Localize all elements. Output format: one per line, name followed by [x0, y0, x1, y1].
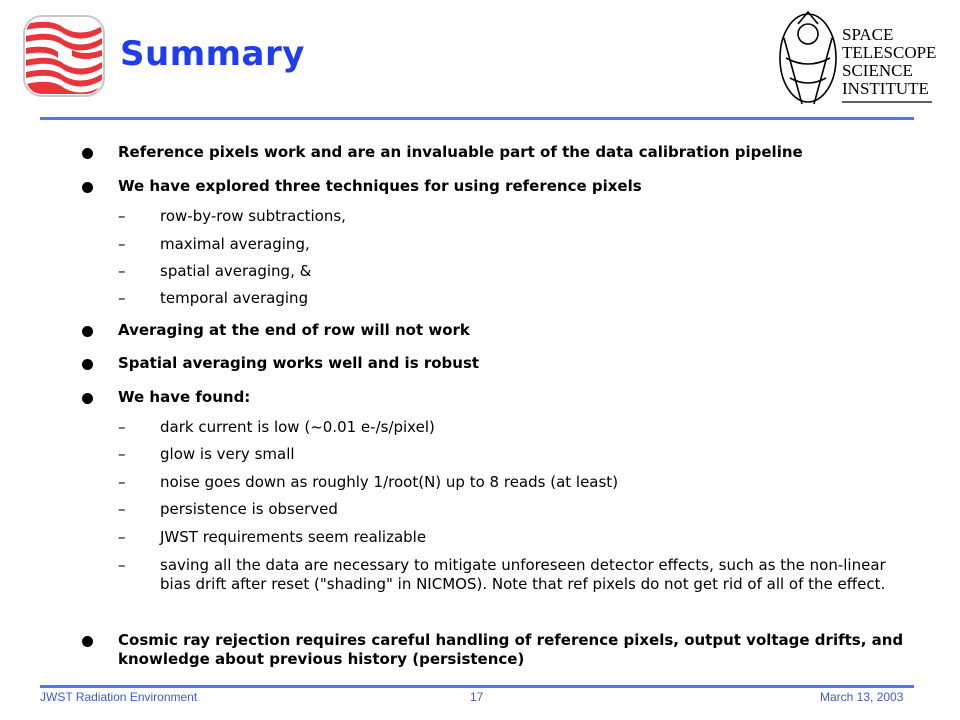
bullet-text: Spatial averaging works well and is robust: [118, 354, 480, 372]
bullet-text: Reference pixels work and are an invaluable part of the data calibration pipeline: [118, 143, 803, 161]
sub-bullet-dash: –: [118, 289, 126, 307]
logo-text-line-1: SPACE: [842, 25, 894, 44]
sub-bullet-text: JWST requirements seem realizable: [160, 528, 427, 546]
sub-bullet-text: spatial averaging, &: [160, 262, 312, 280]
bullet-dot: [82, 148, 93, 159]
sub-bullet-dash: –: [118, 473, 126, 491]
sub-bullet-text: persistence is observed: [160, 500, 338, 518]
sub-bullet-dash: –: [118, 445, 126, 463]
bullet-dot: [82, 326, 93, 337]
bullet-text: We have explored three techniques for using reference pixels: [118, 177, 642, 195]
stsci-emblem-logo: [22, 14, 106, 98]
space-telescope-science-institute-logo: [772, 8, 938, 112]
logo-text-line-3: SCIENCE: [842, 61, 913, 80]
sub-bullet-dash: –: [118, 528, 126, 546]
sub-bullet-text: row-by-row subtractions,: [160, 207, 346, 225]
sub-bullet-text: temporal averaging: [160, 289, 309, 307]
sub-bullet-dash: –: [118, 418, 126, 436]
logo-text-line-4: INSTITUTE: [842, 79, 929, 98]
slide-title: Summary: [120, 34, 305, 74]
sub-bullet-dash: –: [118, 262, 126, 280]
sub-bullet-dash: –: [118, 556, 126, 574]
bullet-text: We have found:: [118, 388, 251, 406]
sub-bullet-text: dark current is low (~0.01 e-/s/pixel): [160, 418, 435, 436]
sub-bullet-dash: –: [118, 500, 126, 518]
bullet-dot: [82, 182, 93, 193]
bullet-text: Averaging at the end of row will not work: [118, 321, 470, 339]
bullet-dot: [82, 393, 93, 404]
footer-presentation-title: JWST Radiation Environment: [40, 690, 198, 704]
sub-bullet-text: noise goes down as roughly 1/root(N) up to 8 reads (at least): [160, 473, 619, 491]
sub-bullet-dash: –: [118, 207, 126, 225]
footer-date: March 13, 2003: [820, 690, 904, 704]
bullet-dot: [82, 636, 93, 647]
bullet-text: Cosmic ray rejection requires careful handling of reference pixels, output voltage drifts, and knowledge about previous history (persistence): [118, 631, 904, 668]
header-divider: [40, 117, 914, 120]
sub-bullet-dash: –: [118, 235, 126, 253]
bullet-dot: [82, 359, 93, 370]
footer-divider: [40, 685, 914, 688]
sub-bullet-text: maximal averaging,: [160, 235, 310, 253]
footer-page-number: 17: [470, 690, 484, 704]
sub-bullet-text: saving all the data are necessary to mitigate unforeseen detector effects, such as the non-linear bias drift after reset ("shading" in NICMOS). Note that ref pixels do not get rid of all of the effect.: [160, 556, 886, 593]
logo-text-line-2: TELESCOPE: [842, 43, 937, 62]
sub-bullet-text: glow is very small: [160, 445, 295, 463]
